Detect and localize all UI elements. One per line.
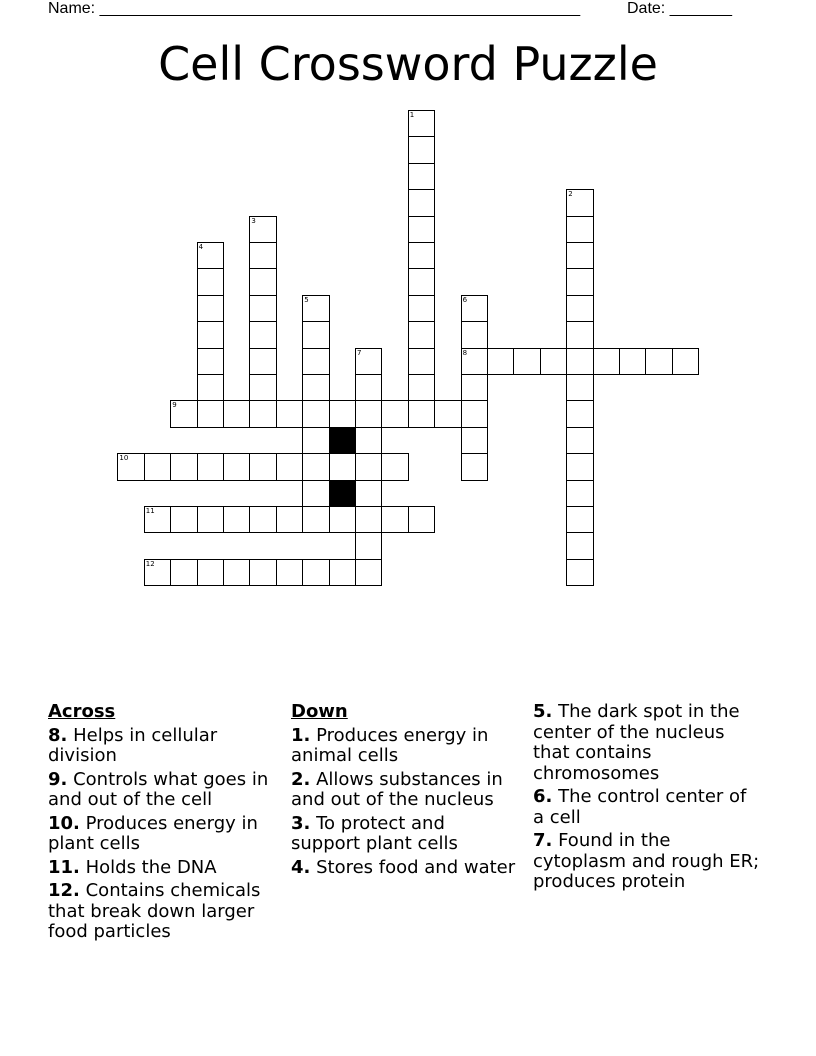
grid-cell[interactable] [276, 559, 303, 586]
grid-cell[interactable] [144, 506, 171, 533]
grid-cell[interactable] [197, 268, 224, 295]
clue-number: 11 [145, 507, 155, 515]
page-title: Cell Crossword Puzzle [158, 37, 658, 91]
clue-number-label: 7. [533, 830, 553, 851]
grid-cell[interactable] [302, 427, 329, 454]
grid-cell[interactable] [302, 374, 329, 401]
clue-text: Found in the cytoplasm and rough ER; produces protein [533, 830, 760, 892]
grid-cell[interactable] [540, 348, 567, 375]
grid-cell[interactable] [302, 348, 329, 375]
clue-text: Allows substances in and out of the nucleus [291, 768, 503, 810]
grid-cell[interactable] [197, 295, 224, 322]
clue-number-label: 1. [291, 724, 311, 746]
grid-cell[interactable] [461, 427, 488, 454]
grid-cell[interactable] [434, 400, 461, 427]
grid-cell[interactable] [566, 400, 593, 427]
grid-cell[interactable] [645, 348, 672, 375]
blocked-cell [329, 480, 356, 507]
grid-cell[interactable] [249, 242, 276, 269]
grid-cell[interactable] [408, 321, 435, 348]
grid-cell[interactable] [355, 348, 382, 375]
grid-cell[interactable] [302, 506, 329, 533]
grid-cell[interactable] [566, 453, 593, 480]
grid-cell[interactable] [249, 268, 276, 295]
grid-cell[interactable] [408, 189, 435, 216]
grid-cell[interactable] [249, 348, 276, 375]
grid-cell[interactable] [408, 216, 435, 243]
down-clue [291, 770, 519, 811]
clue-number-label: 5. [533, 701, 553, 722]
clue-number-label: 8. [48, 724, 68, 746]
clue-number-label: 9. [48, 768, 68, 790]
grid-cell[interactable] [249, 321, 276, 348]
across-clue [48, 770, 276, 811]
grid-cell[interactable] [619, 348, 646, 375]
clue-number-label: 12. [48, 880, 80, 901]
clue-text: The control center of a cell [533, 786, 747, 828]
grid-cell[interactable] [329, 506, 356, 533]
grid-cell[interactable] [223, 559, 250, 586]
clue-number: 5 [304, 295, 309, 304]
grid-cell[interactable] [355, 374, 382, 401]
grid-cell[interactable] [302, 400, 329, 427]
grid-cell[interactable] [355, 427, 382, 454]
grid-cell[interactable] [329, 400, 356, 427]
grid-cell[interactable] [381, 506, 408, 533]
grid-cell[interactable] [117, 453, 144, 480]
across-clue [48, 814, 276, 855]
clue-number-label: 11. [48, 856, 80, 878]
grid-cell[interactable] [672, 348, 699, 375]
grid-cell[interactable] [461, 400, 488, 427]
clue-text: Produces energy in animal cells [291, 724, 489, 766]
down-clue [291, 726, 519, 767]
grid-cell[interactable] [408, 506, 435, 533]
clue-number: 7 [357, 348, 362, 357]
grid-cell[interactable] [408, 242, 435, 269]
grid-cell[interactable] [249, 453, 276, 480]
grid-cell[interactable] [197, 374, 224, 401]
grid-cell[interactable] [144, 559, 171, 586]
grid-cell[interactable] [249, 374, 276, 401]
grid-cell[interactable] [223, 400, 250, 427]
clue-number: 1 [409, 111, 415, 119]
grid-cell[interactable] [566, 427, 593, 454]
grid-cell[interactable] [408, 295, 435, 322]
grid-cell[interactable] [461, 321, 488, 348]
clue-text: To protect and support plant cells [291, 812, 458, 854]
clue-number: 2 [568, 190, 573, 199]
grid-cell[interactable] [197, 348, 224, 375]
grid-cell[interactable] [302, 480, 329, 507]
grid-cell[interactable] [566, 559, 593, 586]
clue-number: 12 [145, 559, 155, 568]
grid-cell[interactable] [197, 400, 224, 427]
clue-text: Contains chemicals that break down larger food particles [48, 880, 261, 942]
grid-cell[interactable] [513, 348, 540, 375]
grid-cell[interactable] [355, 506, 382, 533]
grid-cell[interactable] [566, 348, 593, 375]
grid-cell[interactable] [276, 400, 303, 427]
grid-cell[interactable] [355, 480, 382, 507]
grid-cell[interactable] [408, 400, 435, 427]
grid-cell[interactable] [461, 348, 488, 375]
clue-number: 8 [462, 348, 468, 357]
grid-cell[interactable] [408, 110, 435, 137]
grid-cell[interactable] [302, 453, 329, 480]
blocked-cell [329, 427, 356, 454]
grid-cell[interactable] [249, 216, 276, 243]
clue-text: Produces energy in plant cells [48, 812, 258, 854]
grid-cell[interactable] [566, 532, 593, 559]
grid-cell[interactable] [408, 136, 435, 163]
grid-cell[interactable] [223, 453, 250, 480]
grid-cell[interactable] [566, 506, 593, 533]
clue-text: The dark spot in the center of the nucleus that contains chromosomes [533, 701, 740, 784]
grid-cell[interactable] [408, 348, 435, 375]
grid-cell[interactable] [566, 189, 593, 216]
clue-number-label: 3. [291, 812, 311, 834]
grid-cell[interactable] [249, 506, 276, 533]
grid-cell[interactable] [566, 374, 593, 401]
clue-number-label: 6. [533, 786, 553, 807]
clue-number: 10 [119, 454, 129, 463]
grid-cell[interactable] [329, 453, 356, 480]
clue-number-label: 10. [48, 812, 80, 834]
grid-cell[interactable] [408, 374, 435, 401]
grid-cell[interactable] [408, 163, 435, 190]
down-clue [533, 787, 761, 828]
date-label: Date: _______ [627, 0, 732, 17]
across-clues [48, 702, 276, 946]
grid-cell[interactable] [408, 268, 435, 295]
across-clue [48, 726, 276, 767]
grid-cell[interactable] [249, 559, 276, 586]
clue-text: Stores food and water [310, 856, 516, 878]
grid-cell[interactable] [566, 321, 593, 348]
name-label: Name: ______________________________________________________ [48, 0, 581, 17]
grid-cell[interactable] [170, 453, 197, 480]
grid-cell[interactable] [276, 453, 303, 480]
grid-cell[interactable] [487, 348, 514, 375]
clue-number: 9 [172, 401, 177, 410]
grid-cell[interactable] [249, 295, 276, 322]
grid-cell[interactable] [197, 506, 224, 533]
grid-cell[interactable] [170, 506, 197, 533]
grid-cell[interactable] [566, 242, 593, 269]
grid-cell[interactable] [302, 559, 329, 586]
grid-cell[interactable] [461, 453, 488, 480]
grid-cell[interactable] [197, 242, 224, 269]
grid-cell[interactable] [302, 321, 329, 348]
clue-text: Controls what goes in and out of the cell [48, 768, 269, 810]
across-heading: Across [48, 701, 116, 722]
grid-cell[interactable] [197, 453, 224, 480]
grid-cell[interactable] [223, 506, 250, 533]
grid-cell[interactable] [593, 348, 620, 375]
grid-cell[interactable] [355, 453, 382, 480]
clue-number: 3 [251, 216, 256, 225]
grid-cell[interactable] [566, 295, 593, 322]
down-heading: Down [291, 701, 348, 722]
grid-cell[interactable] [566, 480, 593, 507]
grid-cell[interactable] [197, 321, 224, 348]
grid-cell[interactable] [461, 295, 488, 322]
grid-cell[interactable] [566, 268, 593, 295]
grid-cell[interactable] [461, 374, 488, 401]
grid-cell[interactable] [197, 559, 224, 586]
across-clue [48, 858, 276, 879]
down-clues-continued [533, 702, 761, 896]
grid-cell[interactable] [170, 400, 197, 427]
down-clues [291, 702, 519, 881]
grid-cell[interactable] [249, 400, 276, 427]
clue-number-label: 4. [291, 856, 311, 878]
down-clue [533, 702, 761, 784]
grid-cell[interactable] [566, 216, 593, 243]
down-clue [291, 858, 519, 879]
clue-number-label: 2. [291, 768, 311, 790]
across-clue [48, 881, 276, 943]
grid-cell[interactable] [381, 453, 408, 480]
grid-cell[interactable] [302, 295, 329, 322]
grid-cell[interactable] [276, 506, 303, 533]
grid-cell[interactable] [144, 453, 171, 480]
clue-text: Helps in cellular division [48, 724, 218, 766]
clue-text: Holds the DNA [79, 856, 217, 878]
grid-cell[interactable] [381, 400, 408, 427]
clue-number: 4 [198, 243, 204, 251]
down-clue [533, 831, 761, 893]
grid-cell[interactable] [170, 559, 197, 586]
grid-cell[interactable] [355, 400, 382, 427]
grid-cell[interactable] [355, 532, 382, 559]
grid-cell[interactable] [355, 559, 382, 586]
clue-number: 6 [462, 295, 468, 304]
down-clue [291, 814, 519, 855]
grid-cell[interactable] [329, 559, 356, 586]
